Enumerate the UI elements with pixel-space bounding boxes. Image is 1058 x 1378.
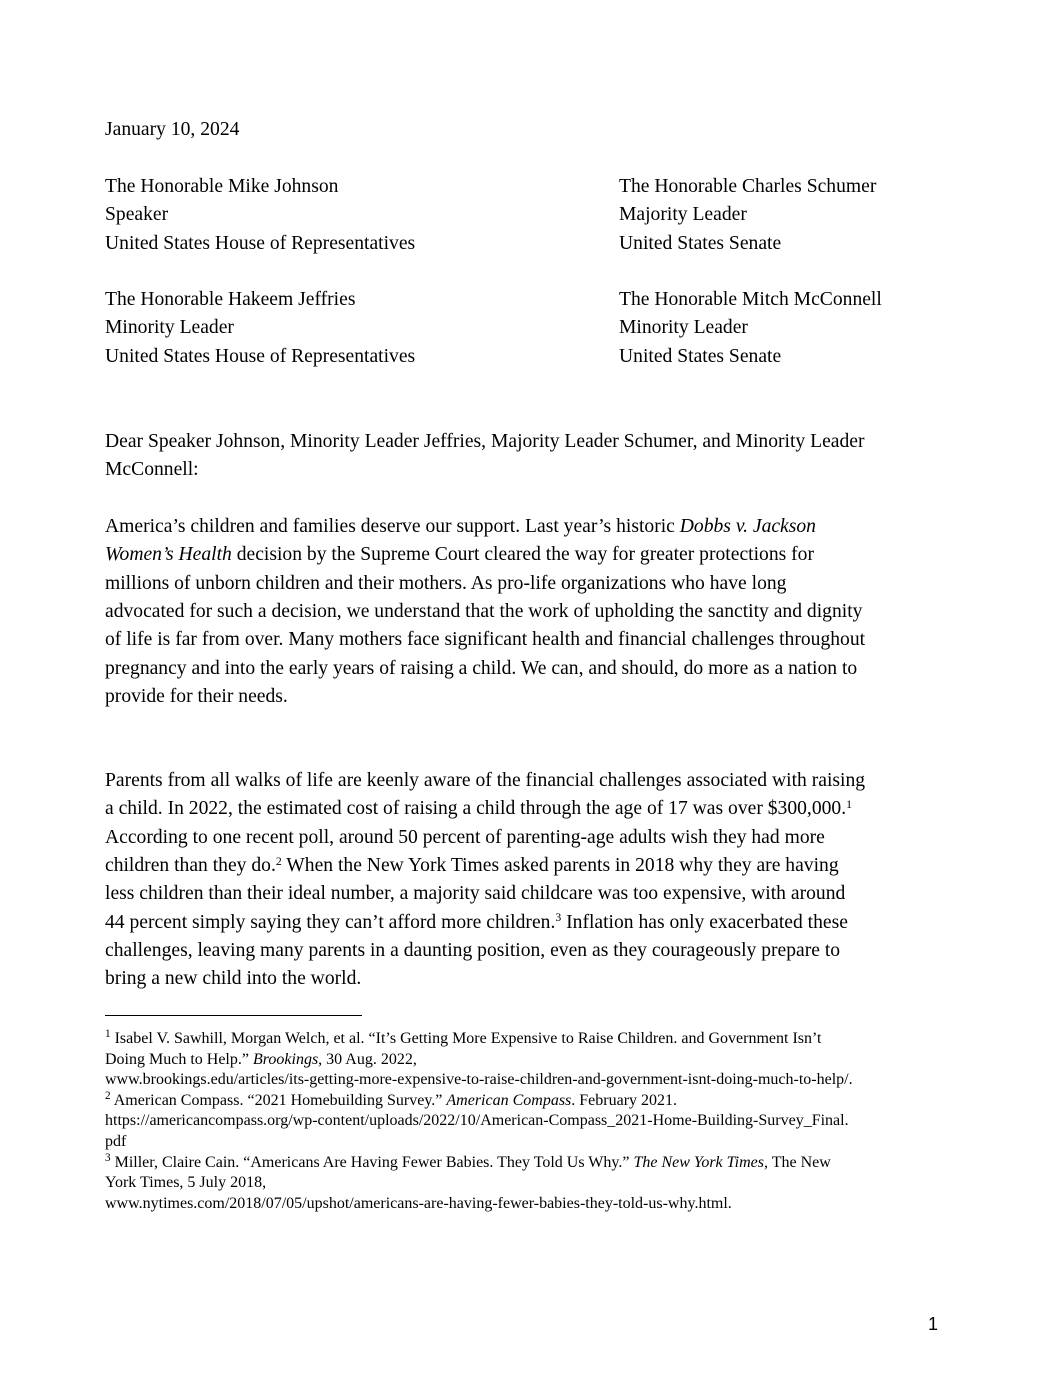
footnote-line — [105, 1091, 677, 1112]
footnote-line — [105, 1194, 732, 1214]
text-run: challenges, leaving many parents in a daunting position, even as they courageously prepare to — [105, 940, 841, 962]
paragraph-line — [105, 628, 865, 652]
text-run: , 30 Aug. 2022, — [318, 1050, 417, 1068]
paragraph-line — [105, 854, 839, 880]
text-run: children than they do. — [105, 855, 276, 877]
italic-text: Women’s Health — [105, 544, 232, 566]
addressee-body: United States House of Representatives — [105, 346, 416, 367]
paragraph-line — [105, 543, 814, 567]
text-run: a child. In 2022, the estimated cost of raising a child through the age of 17 was over $300,000. — [105, 798, 847, 820]
paragraph-line — [105, 797, 852, 823]
text-run: Isabel V. Sawhill, Morgan Welch, et al. “It’s Getting More Expensive to Raise Children. and Government Isn’t — [110, 1030, 822, 1047]
text-run: www.brookings.edu/articles/its-getting-more-expensive-to-raise-children-and-government-isnt-doing-much-to-help/. — [105, 1071, 853, 1089]
addressee-title: Majority Leader — [619, 204, 747, 225]
footnote-line — [105, 1111, 849, 1131]
text-run: When the New York Times asked parents in 2018 why they are having — [281, 855, 839, 877]
text-run: advocated for such a decision, we understand that the work of upholding the sanctity and dignity — [105, 601, 863, 623]
text-run: Doing Much to Help.” — [105, 1050, 253, 1068]
text-run: , The New — [764, 1153, 831, 1171]
addressee-title: Speaker — [105, 204, 169, 225]
text-run: provide for their needs. — [105, 686, 288, 708]
letter-date: January 10, 2024 — [105, 119, 240, 140]
page-number: 1 — [928, 1314, 939, 1334]
footnote-line — [105, 1070, 853, 1090]
addressee-body: United States Senate — [619, 346, 782, 367]
addressee-name: The Honorable Mitch McConnell — [619, 289, 882, 310]
text-run: bring a new child into the world. — [105, 968, 362, 990]
footnote-line — [105, 1153, 831, 1174]
text-run: Parents from all walks of life are keenly aware of the financial challenges associated with raising — [105, 770, 866, 791]
addressee-name: The Honorable Hakeem Jeffries — [105, 289, 356, 310]
footnote-marker: 1 — [846, 797, 852, 811]
text-run: American Compass. “2021 Homebuilding Survey.” — [110, 1091, 447, 1109]
addressee-name: The Honorable Charles Schumer — [619, 176, 877, 197]
salutation-line — [105, 458, 199, 482]
text-run: Inflation has only exacerbated these — [561, 911, 848, 933]
italic-text: American Compass — [446, 1091, 572, 1109]
text-run: millions of unborn children and their mothers. As pro-life organizations who have long — [105, 572, 787, 594]
paragraph-line — [105, 911, 848, 937]
paragraph-line — [105, 657, 857, 681]
italic-text: Brookings — [252, 1050, 319, 1068]
footnote-marker: 3 — [555, 911, 562, 925]
footnote-marker: 2 — [275, 854, 282, 868]
salutation-line — [105, 430, 865, 454]
text-run: decision by the Supreme Court cleared the way for greater protections for — [231, 544, 814, 566]
text-run: According to one recent poll, around 50 percent of parenting-age adults wish they had more — [105, 826, 825, 848]
text-run: https://americancompass.org/wp-content/uploads/2022/10/American-Compass_2021-Home-Building-Survey_Final. — [105, 1112, 849, 1130]
paragraph-line — [105, 769, 865, 793]
paragraph-line — [105, 600, 862, 624]
paragraph-line — [105, 882, 845, 906]
footnote-marker: 3 — [105, 1152, 111, 1164]
text-run: less children than their ideal number, a majority said childcare was too expensive, with around — [105, 883, 846, 905]
footnote-line — [105, 1173, 266, 1193]
footnote-marker: 2 — [105, 1090, 111, 1103]
text-run: pdf — [105, 1133, 127, 1150]
addressee-title: Minority Leader — [619, 317, 748, 338]
footnote-line — [105, 1132, 126, 1152]
text-run: 44 percent simply saying they can’t afford more children. — [105, 911, 556, 933]
addressee-body: United States House of Representatives — [105, 233, 416, 254]
italic-text: Dobbs v. Jackson — [679, 516, 816, 537]
text-run: . February 2021. — [571, 1091, 678, 1109]
footnote-line — [105, 1050, 417, 1070]
footnote-line — [105, 1029, 821, 1050]
text-run: America’s children and families deserve our support. Last year’s historic — [105, 516, 680, 537]
paragraph-line — [105, 685, 288, 709]
addressee-body: United States Senate — [619, 233, 782, 254]
footnote-marker: 1 — [105, 1028, 111, 1041]
paragraph-line — [105, 515, 816, 539]
text-run: York Times, 5 July 2018, — [105, 1174, 267, 1192]
paragraph-line — [105, 826, 825, 850]
paragraph-line — [105, 939, 840, 963]
paragraph-line — [105, 967, 361, 991]
text-run: www.nytimes.com/2018/07/05/upshot/americans-are-having-fewer-babies-they-told-us-why.html. — [105, 1194, 732, 1212]
footnote-separator — [105, 1015, 362, 1016]
text-run: McConnell: — [105, 459, 199, 481]
text-run: pregnancy and into the early years of raising a child. We can, and should, do more as a nation to — [105, 657, 858, 679]
paragraph-line — [105, 572, 786, 596]
addressee-name: The Honorable Mike Johnson — [105, 176, 339, 197]
text-run: Dear Speaker Johnson, Minority Leader Jeffries, Majority Leader Schumer, and Minority Leader — [105, 431, 865, 452]
addressee-title: Minority Leader — [105, 317, 234, 338]
text-run: Miller, Claire Cain. “Americans Are Having Fewer Babies. They Told Us Why.” — [110, 1153, 634, 1171]
text-run: of life is far from over. Many mothers face significant health and financial challenges throughout — [105, 629, 866, 651]
italic-text: The New York Times — [633, 1153, 764, 1171]
